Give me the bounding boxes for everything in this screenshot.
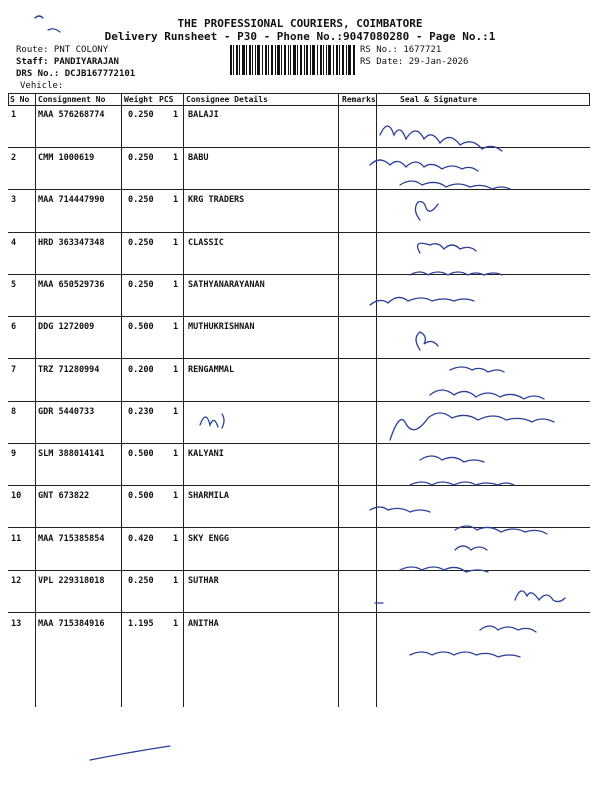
- vline-7: [589, 93, 590, 105]
- row-weight: 0.500: [128, 322, 154, 332]
- row-consignee: KRG TRADERS: [188, 195, 245, 205]
- row-weight: 0.250: [128, 153, 154, 163]
- row-consignment: MAA 715385854: [38, 534, 105, 544]
- col-header-pcs: PCS: [159, 95, 174, 104]
- row-weight: 0.420: [128, 534, 154, 544]
- row-consignee: KALYANI: [188, 449, 224, 459]
- row-pcs: 1: [173, 534, 179, 544]
- vline-3: [121, 93, 122, 707]
- row-pcs: 1: [173, 238, 179, 248]
- vline-1: [8, 93, 9, 105]
- page-title: THE PROFESSIONAL COURIERS, COIMBATORE: [177, 17, 423, 30]
- row-sep: [8, 485, 590, 486]
- row-pcs: 1: [173, 195, 179, 205]
- vehicle-label: Vehicle:: [20, 81, 64, 91]
- row-pcs: 1: [173, 365, 179, 375]
- vline-6: [376, 93, 377, 707]
- row-weight: 0.250: [128, 238, 154, 248]
- row-pcs: 1: [173, 110, 179, 120]
- row-sno: 5: [11, 280, 17, 290]
- row-pcs: 1: [173, 491, 179, 501]
- row-consignee: RENGAMMAL: [188, 365, 235, 375]
- row-sno: 10: [11, 491, 22, 501]
- row-sno: 13: [11, 619, 22, 629]
- barcode: [230, 45, 356, 75]
- row-sno: 3: [11, 195, 17, 205]
- row-pcs: 1: [173, 449, 179, 459]
- row-sno: 6: [11, 322, 17, 332]
- row-sno: 11: [11, 534, 22, 544]
- route-label: Route: PNT COLONY: [16, 45, 109, 55]
- row-consignment: GDR 5440733: [38, 407, 95, 417]
- drs-label: DRS No.: DCJB167772101: [16, 69, 136, 79]
- rs-number: RS No.: 1677721: [360, 45, 442, 55]
- row-sep: [8, 612, 590, 613]
- row-sno: 1: [11, 110, 17, 120]
- row-pcs: 1: [173, 407, 179, 417]
- col-header-weight: Weight: [124, 95, 153, 104]
- col-header-seal: Seal & Signature: [400, 95, 478, 104]
- vline-4: [183, 93, 184, 707]
- row-sno: 8: [11, 407, 17, 417]
- row-pcs: 1: [173, 322, 179, 332]
- row-consignee: ANITHA: [188, 619, 219, 629]
- row-weight: 0.230: [128, 407, 154, 417]
- row-weight: 0.500: [128, 491, 154, 501]
- row-sep: [8, 527, 590, 528]
- row-sep: [8, 570, 590, 571]
- row-sep: [8, 232, 590, 233]
- row-weight: 0.250: [128, 110, 154, 120]
- row-consignee: SATHYANARAYANAN: [188, 280, 265, 290]
- row-sep: [8, 401, 590, 402]
- row-consignment: MAA 650529736: [38, 280, 105, 290]
- row-sep: [8, 443, 590, 444]
- row-sep: [8, 316, 590, 317]
- row-consignee: SHARMILA: [188, 491, 229, 501]
- row-sno: 12: [11, 576, 22, 586]
- row-consignment: VPL 229318018: [38, 576, 105, 586]
- row-consignee: BABU: [188, 153, 209, 163]
- row-consignment: HRD 363347348: [38, 238, 105, 248]
- rs-date: RS Date: 29-Jan-2026: [360, 57, 469, 67]
- row-sno: 7: [11, 365, 17, 375]
- col-header-consignment: Consignment No: [38, 95, 106, 104]
- row-pcs: 1: [173, 280, 179, 290]
- row-consignment: GNT 673822: [38, 491, 90, 501]
- row-weight: 1.195: [128, 619, 154, 629]
- vline-2: [35, 93, 36, 707]
- row-consignee: MUTHUKRISHNAN: [188, 322, 255, 332]
- row-pcs: 1: [173, 153, 179, 163]
- row-consignment: DDG 1272009: [38, 322, 95, 332]
- row-sep: [8, 274, 590, 275]
- row-pcs: 1: [173, 619, 179, 629]
- col-header-remarks: Remarks: [342, 95, 376, 104]
- row-pcs: 1: [173, 576, 179, 586]
- row-consignee: BALAJI: [188, 110, 219, 120]
- row-sep: [8, 189, 590, 190]
- row-consignment: TRZ 71280994: [38, 365, 100, 375]
- vline-5: [338, 93, 339, 707]
- table-top-line: [8, 93, 590, 94]
- table-header-line: [8, 105, 590, 106]
- row-weight: 0.250: [128, 195, 154, 205]
- row-consignment: SLM 388014141: [38, 449, 105, 459]
- row-weight: 0.250: [128, 280, 154, 290]
- row-consignment: CMM 1000619: [38, 153, 95, 163]
- row-consignee: SUTHAR: [188, 576, 219, 586]
- page-subtitle: Delivery Runsheet - P30 - Phone No.:9047080280 - Page No.:1: [104, 30, 496, 43]
- row-weight: 0.250: [128, 576, 154, 586]
- row-sno: 9: [11, 449, 17, 459]
- row-sep: [8, 147, 590, 148]
- row-consignee: SKY ENGG: [188, 534, 229, 544]
- col-header-consignee: Consignee Details: [186, 95, 268, 104]
- row-consignment: MAA 714447990: [38, 195, 105, 205]
- row-consignment: MAA 715384916: [38, 619, 105, 629]
- row-sno: 2: [11, 153, 17, 163]
- staff-label: Staff: PANDIYARAJAN: [16, 57, 119, 67]
- row-weight: 0.500: [128, 449, 154, 459]
- row-consignment: MAA 576268774: [38, 110, 105, 120]
- row-sep: [8, 358, 590, 359]
- col-header-sno: S No: [10, 95, 30, 104]
- row-sno: 4: [11, 238, 17, 248]
- row-consignee: CLASSIC: [188, 238, 224, 248]
- row-weight: 0.200: [128, 365, 154, 375]
